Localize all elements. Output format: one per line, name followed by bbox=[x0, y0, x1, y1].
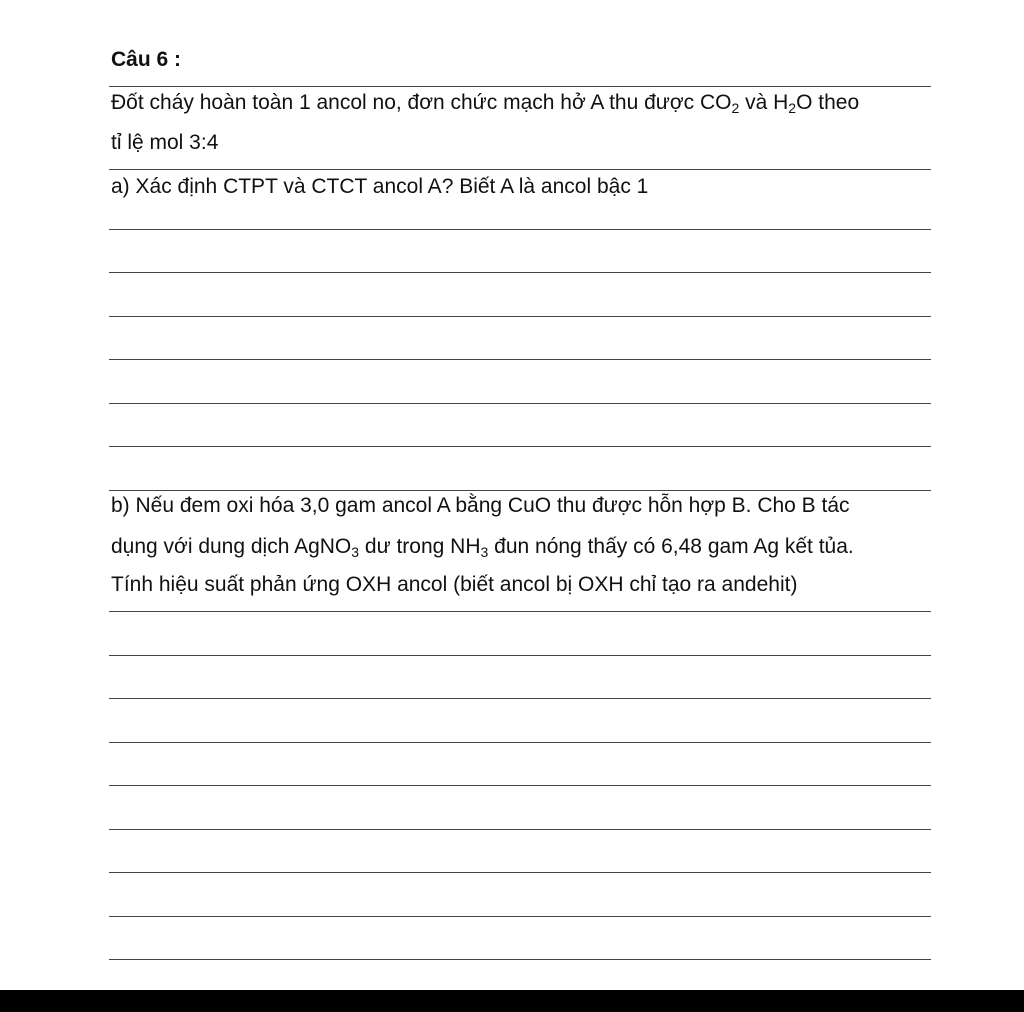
intro-line-1: Đốt cháy hoàn toàn 1 ancol no, đơn chức mạch hở A thu được $CO_2$ và $H_2O$ theo bbox=[111, 91, 860, 116]
answer-line bbox=[109, 829, 931, 830]
answer-line bbox=[109, 742, 931, 743]
part-b-line-1: b) Nếu đem oxi hóa 3,0 gam ancol A bằng CuO thu được hỗn hợp B. Cho B tác bbox=[111, 494, 850, 517]
answer-line bbox=[109, 446, 931, 447]
answer-line bbox=[109, 785, 931, 786]
answer-line bbox=[109, 698, 931, 699]
formula-h2o: $H_2O$ bbox=[773, 91, 813, 116]
intro-text: Đốt cháy hoàn toàn 1 ancol no, đơn chức mạch hở A thu được bbox=[111, 91, 700, 114]
part-b-line-3: Tính hiệu suất phản ứng OXH ancol (biết ancol bị OXH chỉ tạo ra andehit) bbox=[111, 573, 798, 596]
answer-line bbox=[109, 611, 931, 612]
answer-line bbox=[109, 490, 931, 491]
answer-line bbox=[109, 229, 931, 230]
answer-line bbox=[109, 872, 931, 873]
question-title: Câu 6 : bbox=[111, 48, 182, 71]
answer-line bbox=[109, 655, 931, 656]
answer-line bbox=[109, 169, 931, 170]
part-b-line-2: dụng với dung dịch AgNO$_3$ dư trong $NH_3$ đun nóng thấy có 6,48 gam Ag kết tủa. bbox=[111, 535, 854, 560]
formula-nh3: $NH_3$ bbox=[450, 535, 489, 560]
intro-line-2: tỉ lệ mol 3:4 bbox=[111, 131, 219, 154]
answer-line bbox=[109, 86, 931, 87]
answer-line bbox=[109, 359, 931, 360]
answer-line bbox=[109, 403, 931, 404]
answer-line bbox=[109, 316, 931, 317]
part-a-prompt: a) Xác định CTPT và CTCT ancol A? Biết A là ancol bậc 1 bbox=[111, 175, 649, 198]
answer-line bbox=[109, 959, 931, 960]
answer-line bbox=[109, 916, 931, 917]
formula-agno3: AgNO$_3$ bbox=[294, 535, 360, 560]
formula-co2: $CO_2$ bbox=[699, 91, 740, 116]
answer-line bbox=[109, 272, 931, 273]
